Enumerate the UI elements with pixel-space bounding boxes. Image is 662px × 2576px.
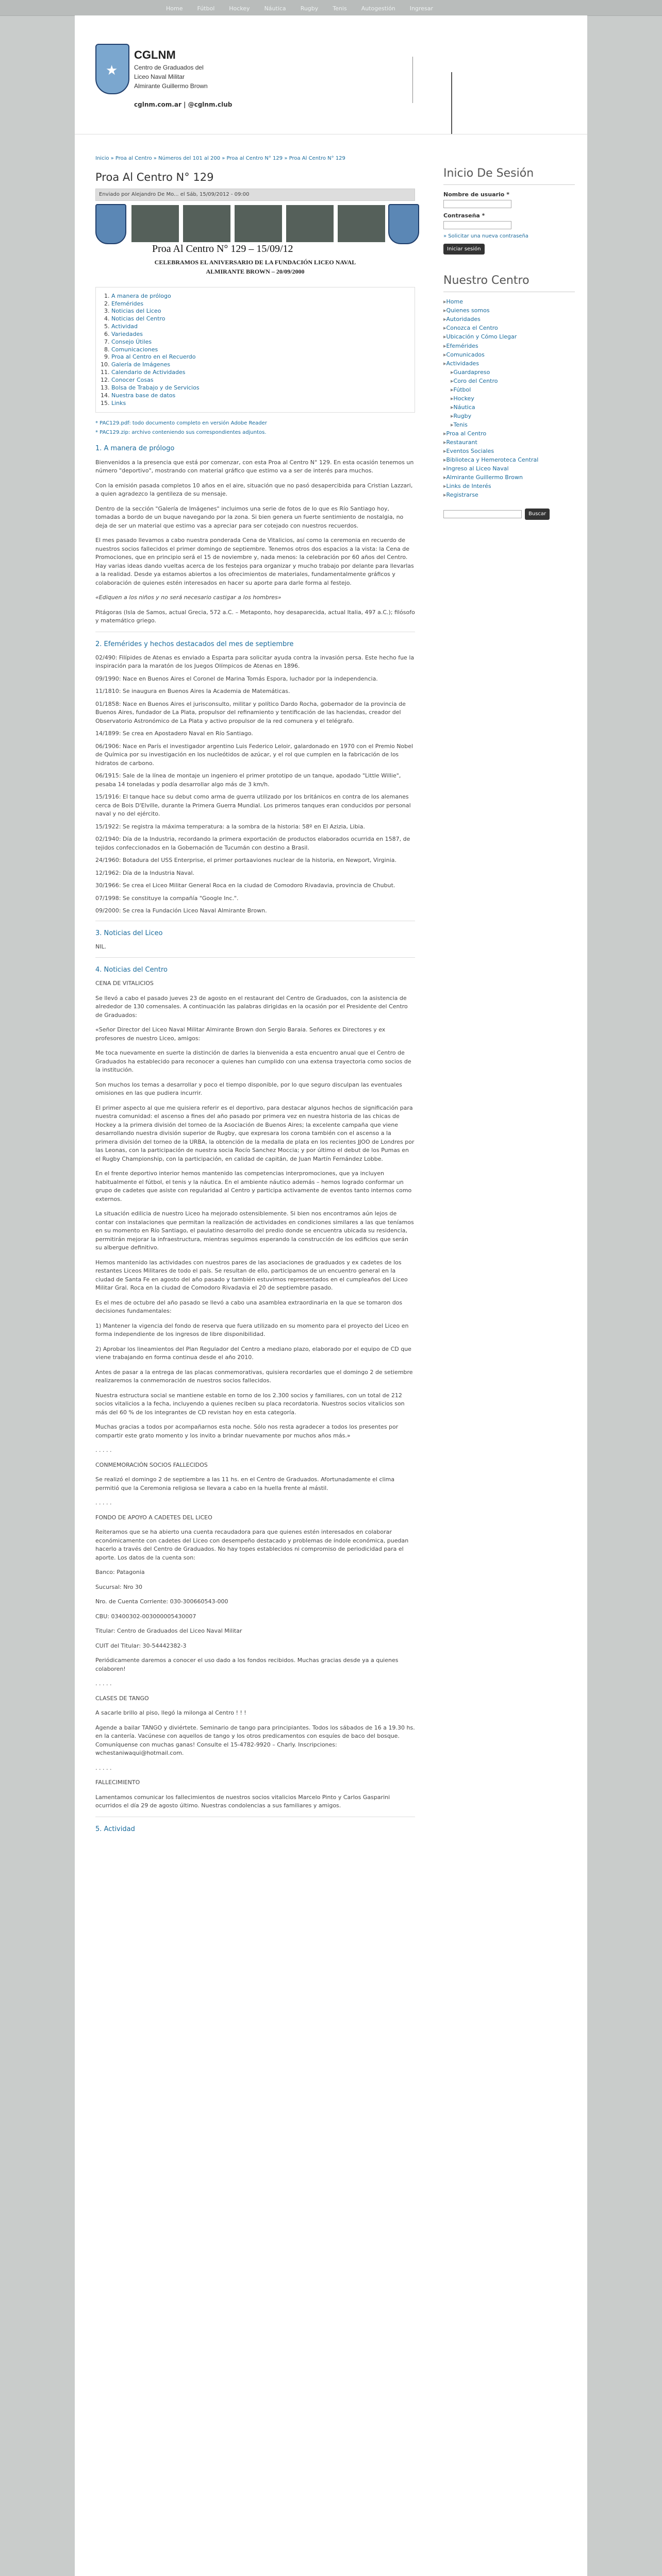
top-navigation-bar: [0, 0, 662, 16]
toc-link[interactable]: Variedades: [111, 330, 143, 337]
efemeride-item: 02/1940: Día de la Industria, recordando la primera exportación de productos elaborados ocurrida en 1587, de tejidos confeccionados en la Gobernación de Tucumán con destino a Brasil.: [95, 836, 410, 851]
banner-emblem-left: [95, 204, 126, 244]
subsection-heading: CENA DE VITALICIOS: [95, 980, 154, 987]
nav-futbol[interactable]: Fútbol: [197, 5, 215, 12]
section-heading: 1. A manera de prólogo: [95, 445, 175, 453]
toc-link[interactable]: Proa al Centro en el Recuerdo: [111, 353, 196, 361]
paragraph: Muchas gracias a todos por acompañarnos esta noche. Sólo nos resta agradecer a todos los presentes por compartir este grato momento y los invito a brindar nuevamente por muchos años más.»: [95, 1423, 399, 1439]
table-of-contents: [95, 287, 415, 413]
nav-home[interactable]: Home: [166, 5, 183, 12]
toc-link[interactable]: Galería de Imágenes: [111, 361, 171, 368]
menu-item[interactable]: Biblioteca y Hemeroteca Central: [446, 456, 539, 464]
efemeride-item: 09/1990: Nace en Buenos Aires el Coronel de Marina Tomás Espora, luchador por la independencia.: [95, 675, 378, 682]
paragraph: 1) Mantener la vigencia del fondo de reserva que fuera utilizado en su momento para el proyecto del Liceo en forma independiente de los ingresos de libre disponibilidad.: [95, 1322, 409, 1338]
anniversary-heading-1: CELEBRAMOS EL ANIVERSARIO DE LA FUNDACIÓN LICEO NAVAL: [154, 258, 356, 266]
efemeride-item: 12/1962: Día de la Industria Naval.: [95, 869, 195, 876]
paragraph: En el frente deportivo interior hemos mantenido las competencias interpromociones, que ya incluyen habitualmente el fútbol, el tenis y la náutica. En el ambiente náutico además – hemos logrado conformar un grupo de cadetes que asiste con regularidad al Centro y participa activamente de eventos tanto internos como externos.: [95, 1170, 412, 1202]
paragraph: 2) Aprobar los lineamientos del Plan Regulador del Centro a mediano plazo, elaborado por el equipo de CD que viene trabajando en forma continua desde el año 2010.: [95, 1345, 411, 1361]
brand-line-2: Liceo Naval Militar: [134, 73, 185, 80]
menu-item[interactable]: Links de Interés: [446, 483, 491, 490]
quote-attribution: Pitágoras (Isla de Samos, actual Grecia, 572 a.C. – Metaponto, hoy desaparecida, actual Italia, 497 a.C.); filósofo y matemático griego.: [95, 608, 415, 624]
anniversary-heading-2: ALMIRANTE BROWN – 20/09/2000: [206, 268, 305, 276]
submenu-item[interactable]: Fútbol: [453, 386, 471, 393]
toc-link[interactable]: Noticias del Centro: [111, 315, 166, 323]
separator-dots: . . . . .: [95, 1499, 112, 1506]
bank-field: CUIT del Titular: 30-54442382-3: [95, 1642, 187, 1649]
toc-link[interactable]: Actividad: [111, 323, 138, 330]
nav-rugby[interactable]: Rugby: [300, 5, 319, 12]
toc-link[interactable]: Links: [111, 399, 126, 406]
paragraph: Periódicamente daremos a conocer el uso dado a los fondos recibidos. Muchas gracias desde ya a quienes colaboren!: [95, 1657, 399, 1672]
banner-photo-1: [131, 205, 179, 242]
paragraph: La situación edilicia de nuestro Liceo ha mejorado ostensiblemente. Si bien nos encontramos aún lejos de contar con instalaciones que permitan la realización de actividades en condiciones similares a las que teníamos en su momento en Río Santiago, el paulatino desarrollo del predio donde se encuentra ubicada su residencia, permitirán mejorar la infraestructura, mientras seguimos esperando la construcción de los edificios que serán su albergue definitivo.: [95, 1210, 414, 1251]
menu-item[interactable]: Efemérides: [446, 342, 478, 349]
activities-submenu: [443, 368, 575, 429]
efemeride-item: 30/1966: Se crea el Liceo Militar General Roca en la ciudad de Comodoro Rivadavia, provincia de Chubut.: [95, 882, 395, 889]
section-noticias-liceo: [95, 928, 415, 952]
subsection-heading: FONDO DE APOYO A CADETES DEL LICEO: [95, 1514, 212, 1521]
center-menu: [443, 297, 575, 499]
menu-item[interactable]: Proa al Centro: [446, 430, 487, 437]
paragraph: Nuestra estructura social se mantiene estable en torno de los 2.300 socios y familiares, con un total de 212 socios vitalicios a la fecha, incluyendo a quienes reciben su placa recordatoria. Nuestros socios vitalicios son más del 60 % de los integrantes de CD revistan hoy en esta categoría.: [95, 1392, 405, 1416]
efemeride-item: 07/1998: Se constituye la compañía "Google Inc.".: [95, 894, 239, 902]
section-heading: 3. Noticias del Liceo: [95, 929, 163, 937]
menu-item[interactable]: Autoridades: [446, 316, 481, 323]
toc-link[interactable]: Conocer Cosas: [111, 377, 154, 384]
paragraph: El mes pasado llevamos a cabo nuestra ponderada Cena de Vitalicios, así como la ceremonia en recuerdo de nuestros socios fallecidos el primer domingo de septiembre. Tenemos otros dos espacios a la vista: la Cena de Promociones, que en principio será el 15 de noviembre y, nada menos: la celebración por 60 años del Centro. Hay varias ideas dando vueltas acerca de los festejos para organizar y mucho trabajo por delante para llevarlas a la realidad. Desde ya estamos abiertos a los ofrecimientos de materiales, fundamentalmente gráficos y colaboración de quienes estén interesados en hacer su aporte para darle forma al festejo.: [95, 537, 414, 586]
menu-item[interactable]: Actividades: [446, 360, 479, 367]
section-prologo: [95, 444, 415, 625]
paragraph: Me toca nuevamente en suerte la distinción de darles la bienvenida a esta encuentro anual que el Centro de Graduados ha establecido para reconocer a quienes han cumplido con una extensa trayectoria como socios de la institución.: [95, 1049, 411, 1074]
subsection-heading: CLASES DE TANGO: [95, 1694, 149, 1702]
submenu-item[interactable]: Hockey: [453, 395, 474, 402]
paragraph: Se llevó a cabo el pasado jueves 23 de agosto en el restaurant del Centro de Graduados, con la asistencia de alrededor de 130 comensales. A continuación las palabras dirigidas en la ocasión por el Presidente del Centro de Graduados:: [95, 994, 408, 1019]
bank-field: Titular: Centro de Graduados del Liceo Naval Militar: [95, 1628, 242, 1635]
sidebar: [443, 165, 575, 520]
toc-link[interactable]: A manera de prólogo: [111, 292, 171, 299]
banner-photo-5: [338, 205, 385, 242]
separator-dots: . . . . .: [95, 1680, 112, 1687]
menu-item[interactable]: Ubicación y Cómo Llegar: [446, 333, 517, 341]
menu-item[interactable]: Comunicados: [446, 351, 485, 358]
nav-hockey[interactable]: Hockey: [229, 5, 250, 12]
paragraph: Con la emisión pasada completos 10 años en el aire, situación que no pasó desapercibida para Cristian Lazzari, a quien agradezco la gentileza de su mensaje.: [95, 482, 413, 498]
section-actividad: [95, 1824, 415, 1835]
brand-name: CGLNM: [134, 48, 176, 61]
main-nav: [166, 4, 558, 13]
efemeride-item: 06/1906: Nace en París el investigador argentino Luis Federico Leloir, galardonado en 1970 con el Premio Nobel de Química por su investigación en los nucleótidos de azúcar, y el rol que cumplen en la fabricación de los hidratos de carbono.: [95, 742, 413, 767]
toc-link[interactable]: Consejo Útiles: [111, 338, 152, 345]
efemeride-item: 11/1810: Se inaugura en Buenos Aires la Academia de Matemáticas.: [95, 688, 290, 695]
search-button[interactable]: Buscar: [525, 509, 550, 520]
password-label: Contraseña *: [443, 212, 485, 219]
efemeride-item: 02/490: Filípides de Atenas es enviado a Esparta para solicitar ayuda contra la invasión persa. Este hecho fue la inspiración para la maratón de los Juegos Olímpicos de Atenas en 1896.: [95, 654, 415, 670]
paragraph: «Señor Director del Liceo Naval Militar Almirante Brown don Sergio Baraia. Señores ex Directores y ex profesores de nuestro Liceo, amigos:: [95, 1026, 386, 1042]
banner-photo-2: [183, 205, 230, 242]
nav-autogestion[interactable]: Autogestión: [361, 5, 395, 12]
zip-download-link[interactable]: * PAC129.zip: archivo conteniendo sus correspondientes adjuntos.: [95, 430, 267, 436]
page-wrapper: [75, 15, 587, 2576]
menu-item[interactable]: Registrarse: [446, 492, 478, 499]
article-banner: [95, 205, 415, 255]
header-divider: [412, 57, 413, 103]
login-button[interactable]: Iniciar sesión: [443, 244, 485, 255]
paragraph: NIL.: [95, 943, 107, 950]
banner-photo-3: [235, 205, 282, 242]
login-block-title: Inicio De Sesión: [443, 165, 575, 185]
section-efemerides: [95, 639, 415, 916]
paragraph: A sacarle brillo al piso, llegó la milonga al Centro ! ! !: [95, 1709, 246, 1717]
nav-ingresar[interactable]: Ingresar: [409, 5, 434, 12]
section-heading: 5. Actividad: [95, 1825, 135, 1833]
paragraph: Dentro de la sección "Galería de Imágenes" incluimos una serie de fotos de lo que es Río Santiago hoy, tomadas a bordo de un buque navegando por la zona. Si bien genera un fuerte sentimiento de nostalgia, no deja de ser un material que estimo vas a apreciar para ser cotejado con nuestros recuerdos.: [95, 505, 404, 529]
password-input[interactable]: [443, 221, 511, 229]
paragraph: Son muchos los temas a desarrollar y poco el tiempo disponible, por lo que seguro disculpan las eventuales omisiones en las que pudiera incurrir.: [95, 1081, 402, 1097]
subsection-heading: CONMEMORACIÓN SOCIOS FALLECIDOS: [95, 1461, 208, 1468]
menu-item[interactable]: Conozca el Centro: [446, 325, 498, 332]
paragraph: Hemos mantenido las actividades con nuestros pares de las asociaciones de graduados y ex cadetes de los restantes Liceos Militares de todo el país. Se resultan de ello, participamos de un encuentro general en la ciudad de Santa Fe en agosto del año pasado y también estuvimos representados en el cumpleaños del Liceo Militar Gral. Roca en la ciudad de Comodoro Rivadavia el 20 de septiembre pasado.: [95, 1259, 408, 1292]
efemeride-item: 09/2000: Se crea la Fundación Liceo Naval Almirante Brown.: [95, 907, 267, 914]
section-heading: 4. Noticias del Centro: [95, 966, 168, 974]
center-menu-title: Nuestro Centro: [443, 272, 575, 292]
star-icon: ★: [106, 63, 118, 78]
efemeride-item: 01/1858: Nace en Buenos Aires el jurisconsulto, militar y político Dardo Rocha, gobernador de la provincia de Buenos Aires, fundador de La Plata, propulsor del refinamiento y tentificación de las haciendas, creador del Observatorio Astronómico de La Plata y activo propulsor de la red comunera y el telégrafo.: [95, 700, 406, 724]
paragraph: Reiteramos que se ha abierto una cuenta recaudadora para que quienes estén interesados en colaborar económicamente con cadetes del Liceo con desempeño destacado y problemas de índole económica, puedan hacerlo a través del Centro de Graduados. No hay topes establecidos ni compromiso de periodicidad para el aporte. Los datos de la cuenta son:: [95, 1529, 409, 1561]
request-password-link[interactable]: » Solicitar una nueva contraseña: [443, 233, 528, 240]
submenu-item[interactable]: Coro del Centro: [453, 377, 498, 384]
submenu-item[interactable]: Náutica: [453, 403, 475, 411]
menu-item[interactable]: Ingreso al Liceo Naval: [446, 465, 509, 472]
submenu-item[interactable]: Guardapreso: [453, 368, 490, 376]
bank-field: CBU: 03400302-003000005430007: [95, 1613, 196, 1620]
quote: «Ediquen a los niños y no será necesario castigar a los hombres»: [95, 594, 282, 601]
bank-field: Banco: Patagonia: [95, 1569, 145, 1576]
paragraph: Es el mes de octubre del año pasado se llevó a cabo una asamblea extraordinaria en la que se tomaron dos decisiones fundamentales:: [95, 1299, 403, 1315]
paragraph: Bienvenidos a la presencia que está por comenzar, con esta Proa al Centro N° 129. En esta ocasión tenemos un número "deportivo", mostrando con material gráfico que estimo va a ser de interés para muchos.: [95, 459, 414, 474]
paragraph: Antes de pasar a la entrega de las placas conmemorativas, quisiera recordarles que el domingo 2 de setiembre realizaremos la conmemoración de nuestros socios fallecidos.: [95, 1368, 413, 1384]
menu-item-continued[interactable]: Almirante Guillermo Brown: [446, 474, 523, 481]
menu-item[interactable]: Restaurant: [446, 439, 477, 446]
bank-field: Nro. de Cuenta Corriente: 030-300660543-000: [95, 1598, 228, 1605]
toc-link[interactable]: Calendario de Actividades: [111, 369, 186, 376]
efemeride-item: 24/1960: Botadura del USS Enterprise, el primer portaaviones nuclear de la historia, en Newport, Virginia.: [95, 857, 396, 864]
banner-title: Proa Al Centro N° 129 – 15/09/12: [152, 243, 293, 255]
subsection-heading: FALLECIMIENTO: [95, 1779, 140, 1786]
brand-line-1: Centro de Graduados del: [134, 64, 204, 71]
submenu-item[interactable]: Tenis: [453, 421, 468, 428]
page-title: Proa Al Centro N° 129: [95, 171, 214, 183]
separator-dots: . . . . .: [95, 1447, 112, 1454]
submitted-meta: Enviado por Alejandro De Mo... el Sáb, 15/09/2012 - 09:00: [95, 189, 415, 201]
separator-dots: . . . . .: [95, 1764, 112, 1771]
pdf-download-link[interactable]: * PAC129.pdf: todo documento completo en versión Adobe Reader: [95, 420, 267, 427]
toc-link[interactable]: Comunicaciones: [111, 346, 158, 353]
efemeride-item: 14/1899: Se crea en Apostadero Naval en Río Santiago.: [95, 730, 253, 737]
nav-tenis[interactable]: Tenis: [333, 5, 347, 12]
banner-photo-4: [286, 205, 334, 242]
banner-emblem-right: [388, 204, 419, 244]
toc-link[interactable]: Bolsa de Trabajo y de Servicios: [111, 384, 200, 391]
search-form: [443, 509, 575, 520]
efemeride-item: 15/1922: Se registra la máxima temperatura: a la sombra de la historia: 58º en El Azizia, Libia.: [95, 823, 365, 830]
submenu-item[interactable]: Rugby: [453, 412, 472, 419]
menu-item[interactable]: Home: [446, 298, 464, 306]
section-heading: 2. Efemérides y hechos destacados del mes de septiembre: [95, 640, 294, 648]
divider: [95, 957, 415, 958]
efemeride-item: 15/1916: El tanque hace su debut como arma de guerra utilizado por los británicos en contra de los alemanes cerca de Bois D'Elville, durante la Primera Guerra Mundial. Los primeros tanques eran conducidos por personal naval y no del ejército.: [95, 793, 411, 818]
brand-line-3: Almirante Guillermo Brown: [134, 82, 208, 90]
menu-item[interactable]: Eventos Sociales: [446, 448, 494, 455]
brand-url: cglnm.com.ar | @cglnm.club: [134, 101, 233, 108]
nav-nautica[interactable]: Náutica: [264, 5, 286, 12]
toc-link[interactable]: Noticias del Liceo: [111, 308, 161, 315]
main-content: [95, 155, 415, 1839]
breadcrumb[interactable]: Inicio » Proa al Centro » Números del 101 al 200 » Proa al Centro N° 129 » Proa Al Centro N° 129: [95, 156, 345, 161]
username-label: Nombre de usuario *: [443, 191, 509, 198]
site-header: [75, 15, 587, 134]
toc-link[interactable]: Efemérides: [111, 300, 144, 307]
username-input[interactable]: [443, 200, 511, 208]
club-shield-logo[interactable]: [95, 44, 129, 94]
paragraph: Agende a bailar TANGO y diviértete. Seminario de tango para principiantes. Todos los sábados de 16 a 19.30 hs. en la cantería. Vacúnese con aquellos de tango y los otros predicamentos con esquíes de baco del bosque. Comuníquense con muchas ganas! Consulte el 15-4782-9920 – Charly. Inscripciones: wchestaniwaqui@hotmail.com.: [95, 1724, 415, 1757]
paragraph: El primer aspecto al que me quisiera referir es el deportivo, para destacar algunos hechos de significación para nuestra comunidad: el ascenso a fines del año pasado por primera vez en nuestra historia de las chicas de Hockey a la primera división del torneo de la Asociación de Buenos Aires; la excelente campaña que viene desarrollando nuestra división superior de Rugby, que expresara los corona también con el ascenso a la primera división del torneo de la URBA, la obtención de la medalla de plata en los recientes JJOO de Londres por las Leonas, con la participación de nuestra socia Rocío Sanchez Moccia; y por último el debut de los Pumas en el Rugby Championship, con la participación, en calidad de capitán, de Juan Martín Fernández Lobbe.: [95, 1104, 415, 1162]
header-divider-2: [451, 72, 452, 134]
section-noticias-centro: [95, 965, 415, 1810]
paragraph: Lamentamos comunicar los fallecimientos de nuestros socios vitalicios Marcelo Pinto y Carlos Gasparini ocurridos el día 29 de agosto último. Nuestras condolencias a sus familiares y amigos.: [95, 1793, 390, 1809]
menu-item[interactable]: Quienes somos: [446, 307, 490, 314]
search-input[interactable]: [443, 510, 522, 518]
paragraph: Se realizó el domingo 2 de septiembre a las 11 hs. en el Centro de Graduados. Afortunadamente el clima permitió que la Ceremonia religiosa se llevara a cabo en la huella frente al mástil.: [95, 1476, 395, 1492]
bank-field: Sucursal: Nro 30: [95, 1583, 142, 1590]
toc-link[interactable]: Nuestra base de datos: [111, 392, 176, 399]
efemeride-item: 06/1915: Sale de la línea de montaje un ingeniero el primer prototipo de un tanque, apodado "Little Willie", pesaba 14 toneladas y podía desarrollar algo más de 3 km/h.: [95, 772, 401, 788]
